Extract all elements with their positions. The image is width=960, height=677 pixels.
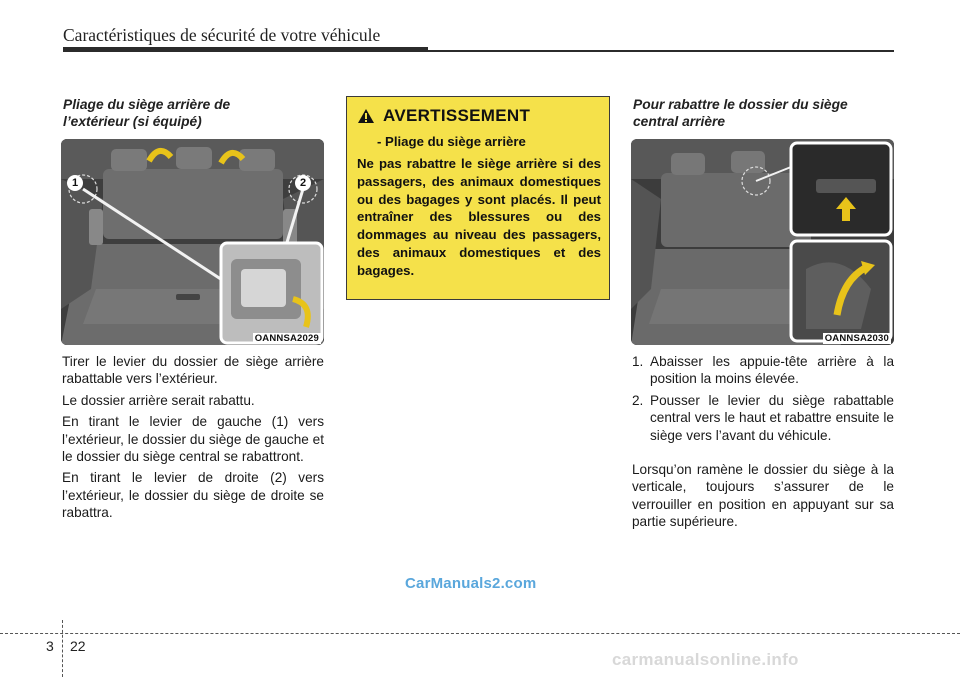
paragraph: En tirant le levier de gauche (1) vers l’extérieur, le dossier du siège de gauche et le dossier du siège central se rabattront. xyxy=(62,414,324,465)
list-item xyxy=(632,353,894,388)
list-number: 1. xyxy=(632,354,644,369)
heading-line: l’extérieur (si équipé) xyxy=(63,114,202,129)
paragraph: Le dossier arrière serait rabattu. xyxy=(62,392,255,408)
callout-2-badge: 2 xyxy=(295,175,311,191)
watermark-link[interactable]: CarManuals2.com xyxy=(405,575,537,592)
left-body-text xyxy=(62,353,324,522)
paragraph: Lorsqu’on ramène le dossier du siège à la verticale, toujours s’assurer de le verrouiller en position en appuyant sur sa partie supérieure. xyxy=(632,462,894,530)
image-code: OANNSA2029 xyxy=(254,333,319,344)
page-number: 22 xyxy=(70,638,86,654)
heading-line: Pour rabattre le dossier du siège xyxy=(633,97,848,112)
list-text: Abaisser les appuie-tête arrière à la position la moins élevée. xyxy=(650,354,894,387)
warning-title: AVERTISSEMENT xyxy=(383,106,531,125)
warning-subtitle: - Pliage du siège arrière xyxy=(377,134,526,149)
warning-body: Ne pas rabattre le siège arrière si des passagers, des animaux domestiques ou des bagages y sont placés. Il peut entraîner des blessures ou des dommages au niveau des passagers, des animaux domestiques et des bagages. xyxy=(357,156,601,278)
cargo-illustration xyxy=(61,139,324,345)
footer-site-watermark: carmanualsonline.info xyxy=(612,650,799,669)
list-number: 2. xyxy=(632,392,644,408)
list-item xyxy=(632,392,894,444)
section-heading-left xyxy=(63,96,230,130)
heading-line: Pliage du siège arrière de xyxy=(63,97,231,112)
image-code: OANNSA2030 xyxy=(824,333,889,344)
page-header-title: Caractéristiques de sécurité de votre véhicule xyxy=(63,25,381,45)
warning-box xyxy=(346,96,610,300)
section-heading-right xyxy=(633,96,848,130)
cargo-seat-photo-right xyxy=(631,139,894,345)
callout-1-badge: 1 xyxy=(67,175,83,191)
header-rule xyxy=(63,47,428,52)
heading-line: central arrière xyxy=(633,114,726,129)
footer-divider xyxy=(0,633,960,634)
cargo-seat-photo-left xyxy=(61,139,324,345)
header-rule-thin xyxy=(428,50,894,52)
warning-title-row xyxy=(357,106,530,126)
chapter-number: 3 xyxy=(46,638,54,654)
warning-triangle-icon xyxy=(357,108,375,124)
center-seat-illustration xyxy=(631,139,894,345)
list-text: Pousser le levier du siège rabattable central vers le haut et rabattre ensuite le siège vers l’avant du véhicule. xyxy=(650,392,894,443)
footer-vertical-divider xyxy=(62,620,63,677)
paragraph: Tirer le levier du dossier de siège arrière rabattable vers l’extérieur. xyxy=(62,354,324,387)
paragraph: En tirant le levier de droite (2) vers l’extérieur, le dossier du siège de droite se rabattra. xyxy=(62,470,324,521)
right-body-text xyxy=(632,353,894,531)
